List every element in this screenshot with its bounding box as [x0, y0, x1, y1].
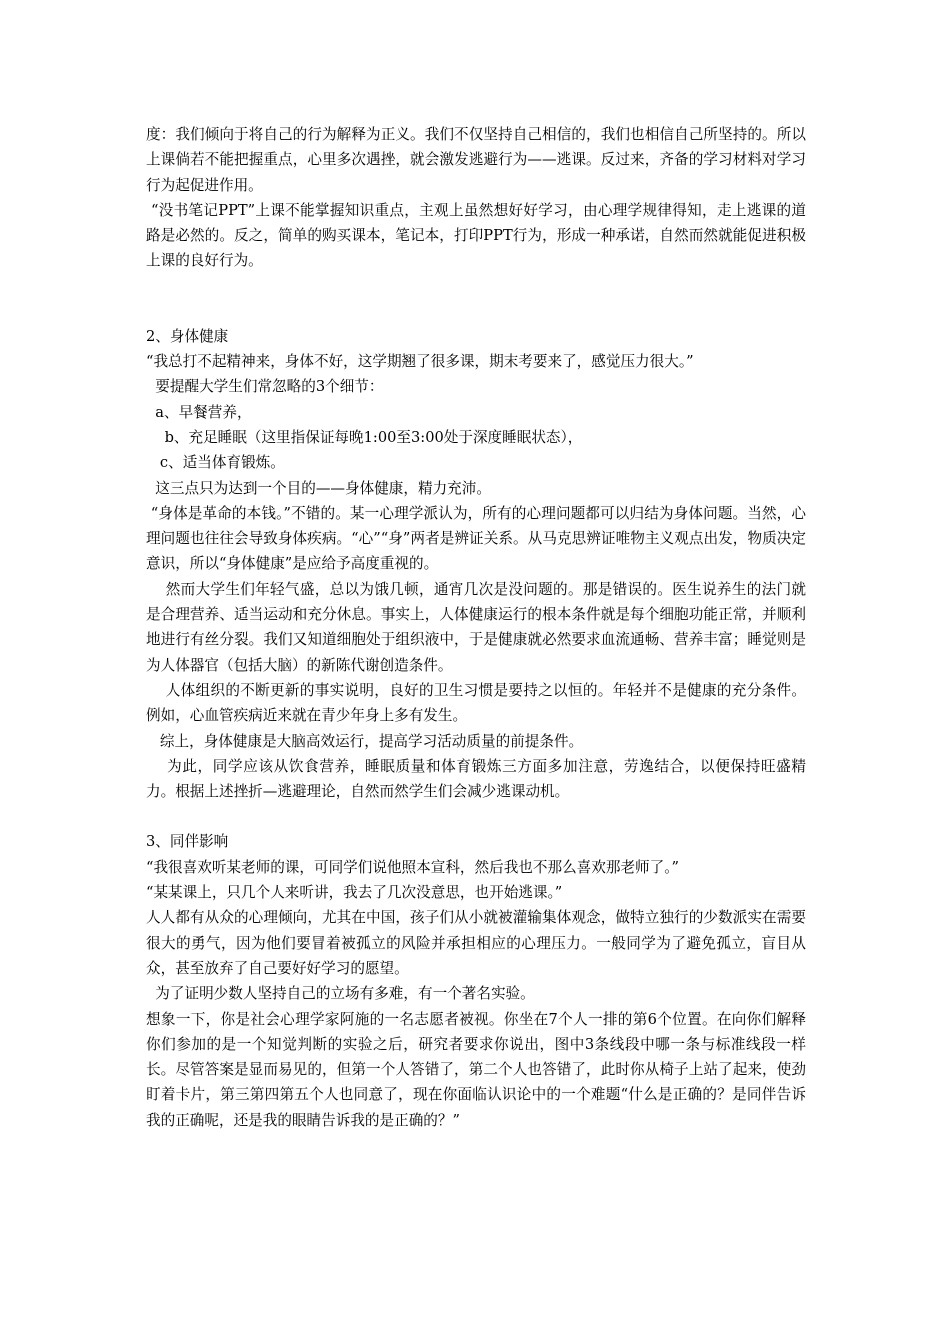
paragraph: “身体是革命的本钱。”不错的。某一心理学派认为，所有的心理问题都可以归结为身体问题。当然，心理问题也往往会导致身体疾病。“心”“身”两者是辨证关系。从马克思辨证唯物主义观点出发，物质决定意识，所以“身体健康”是应给予高度重视的。	[146, 504, 806, 573]
document-body	[146, 122, 806, 1133]
paragraph: “没书笔记PPT”上课不能掌握知识重点，主观上虽然想好好学习，由心理学规律得知，走上逃课的道路是必然的。反之，简单的购买课本，笔记本，打印PPT行为，形成一种承诺，自然而然就能促进积极上课的良好行为。	[146, 201, 806, 270]
paragraph: 为此，同学应该从饮食营养，睡眠质量和体育锻炼三方面多加注意，劳逸结合，以便保持旺盛精力。根据上述挫折—逃避理论，自然而然学生们会减少逃课动机。	[146, 757, 806, 801]
list-item: c、适当体育锻炼。	[146, 454, 285, 472]
paragraph: 度：我们倾向于将自己的行为解释为正义。我们不仅坚持自己相信的，我们也相信自己所坚持的。所以上课倘若不能把握重点，心里多次遇挫，就会激发逃避行为——逃课。反过来，齐备的学习材料对学习行为起促进作用。	[146, 126, 806, 194]
paragraph: 要提醒大学生们常忽略的3个细节：	[146, 378, 384, 396]
section-heading-peer: 3、同伴影响	[146, 833, 229, 851]
paragraph: 这三点只为达到一个目的——身体健康，精力充沛。	[146, 479, 491, 497]
list-item: a、早餐营养，	[146, 403, 252, 421]
quote: “我总打不起精神来，身体不好，这学期翘了很多课，期末考要来了，感觉压力很大。”	[146, 353, 694, 371]
paragraph: 人人都有从众的心理倾向，尤其在中国，孩子们从小就被灌输集体观念，做特立独行的少数派实在需要很大的勇气，因为他们要冒着被孤立的风险并承担相应的心理压力。一般同学为了避免孤立，盲目从众，甚至放弃了自己要好好学习的愿望。	[146, 909, 806, 977]
paragraph: 综上，身体健康是大脑高效运行，提高学习活动质量的前提条件。	[146, 732, 584, 750]
paragraph: 为了证明少数人坚持自己的立场有多难，有一个著名实验。	[146, 985, 535, 1003]
list-item: b、充足睡眠（这里指保证每晚1:00至3:00处于深度睡眠状态），	[146, 428, 583, 446]
spacer	[146, 804, 806, 829]
quote: “某某课上，只几个人来听讲，我去了几次没意思，也开始逃课。”	[146, 884, 563, 902]
paragraph: 人体组织的不断更新的事实说明，良好的卫生习惯是要持之以恒的。年轻并不是健康的充分条件。例如，心血管疾病近来就在青少年身上多有发生。	[146, 681, 806, 725]
section-heading-health: 2、身体健康	[146, 327, 229, 345]
paragraph: 然而大学生们年轻气盛，总以为饿几顿，通宵几次是没问题的。那是错误的。医生说养生的法门就是合理营养、适当运动和充分休息。事实上，人体健康运行的根本条件就是每个细胞功能正常，并顺利地进行有丝分裂。我们又知道细胞处于组织液中，于是健康就必然要求血流通畅、营养丰富；睡觉则是为人体器官（包括大脑）的新陈代谢创造条件。	[146, 580, 806, 674]
quote: “我很喜欢听某老师的课，可同学们说他照本宣科，然后我也不那么喜欢那老师了。”	[146, 858, 679, 876]
spacer	[146, 274, 806, 324]
paragraph: 想象一下，你是社会心理学家阿施的一名志愿者被视。你坐在7个人一排的第6个位置。在向你们解释你们参加的是一个知觉判断的实验之后，研究者要求你说出，图中3条线段中哪一条与标准线段一样长。尽管答案是显而易见的，但第一个人答错了，第二个人也答错了，此时你从椅子上站了起来，使劲盯着卡片，第三第四第五个人也同意了，现在你面临认识论中的一个难题“什么是正确的？是同伴告诉我的正确呢，还是我的眼睛告诉我的是正确的？”	[146, 1010, 806, 1129]
